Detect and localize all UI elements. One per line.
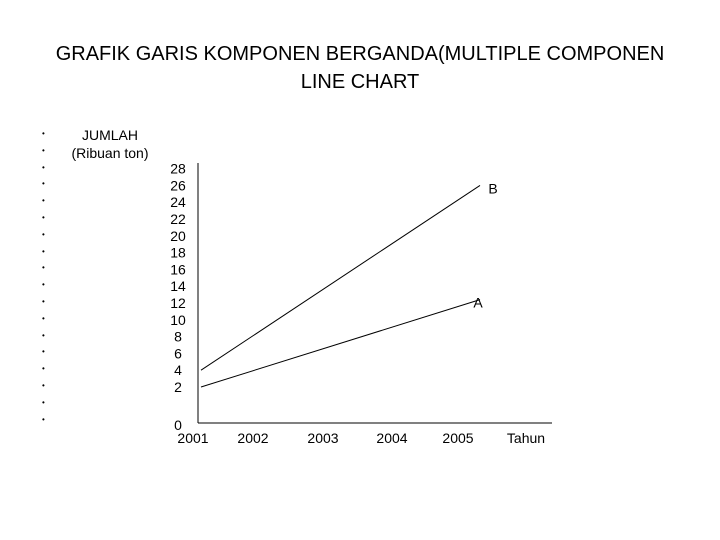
series-label-b: B (488, 180, 498, 197)
bullet-marker: • (42, 246, 45, 256)
y-tick-label: 22 (170, 211, 186, 227)
y-tick-label: 8 (174, 328, 182, 345)
y-axis-label-line-2: (Ribuan ton) (71, 145, 149, 161)
bullet-marker: • (42, 162, 45, 172)
x-tick-label: 2005 (442, 430, 474, 446)
bullet-marker: • (42, 397, 45, 407)
y-tick-label: 2 (174, 379, 182, 395)
y-tick-label: 16 (170, 261, 186, 278)
y-tick-label: 6 (174, 345, 182, 362)
x-axis-label: Tahun (506, 430, 546, 446)
y-tick-label: 14 (170, 278, 186, 295)
bullet-marker: • (42, 145, 45, 155)
x-tick-label: 2004 (376, 430, 408, 446)
y-tick-label: 28 (170, 160, 186, 177)
x-tick-labels (177, 430, 473, 446)
bullet-marker: • (42, 364, 45, 374)
bullet-marker: • (42, 296, 45, 306)
y-tick-label: 18 (170, 244, 186, 261)
bullet-marker: • (42, 212, 45, 222)
bullet-marker: • (42, 330, 45, 340)
bullet-marker: • (42, 313, 45, 323)
series-line-a (201, 300, 480, 387)
y-tick-label: 12 (170, 295, 186, 311)
bullet-marker: • (42, 179, 45, 189)
y-tick-label: 24 (170, 194, 186, 211)
y-tick-label: 26 (170, 177, 186, 194)
series-lines (201, 180, 498, 387)
x-tick-label: 2001 (177, 430, 209, 446)
y-tick-label: 4 (174, 362, 182, 379)
bullet-marker: • (42, 229, 45, 239)
chart-title: GRAFIK GARIS KOMPONEN BERGANDA(MULTIPLE COMPONEN LINE CHART (55, 43, 665, 93)
series-label-a: A (473, 294, 483, 311)
y-tick-label: 0 (174, 417, 182, 433)
y-tick-labels (170, 161, 186, 433)
bullet-marker: • (42, 347, 45, 357)
y-axis-label-line-1: JUMLAH (81, 127, 138, 143)
x-tick-label: 2002 (237, 430, 269, 446)
y-tick-label: 20 (170, 227, 186, 244)
bullet-marker: • (42, 280, 45, 290)
x-tick-label: 2003 (307, 430, 339, 446)
y-tick-label: 10 (170, 311, 186, 328)
bullet-marker: • (42, 380, 45, 390)
series-line-b (201, 185, 480, 370)
bullet-marker: • (42, 196, 45, 206)
bullet-marker: • (42, 414, 45, 424)
bullet-marker: • (42, 263, 45, 273)
bullet-marker: • (42, 129, 45, 138)
